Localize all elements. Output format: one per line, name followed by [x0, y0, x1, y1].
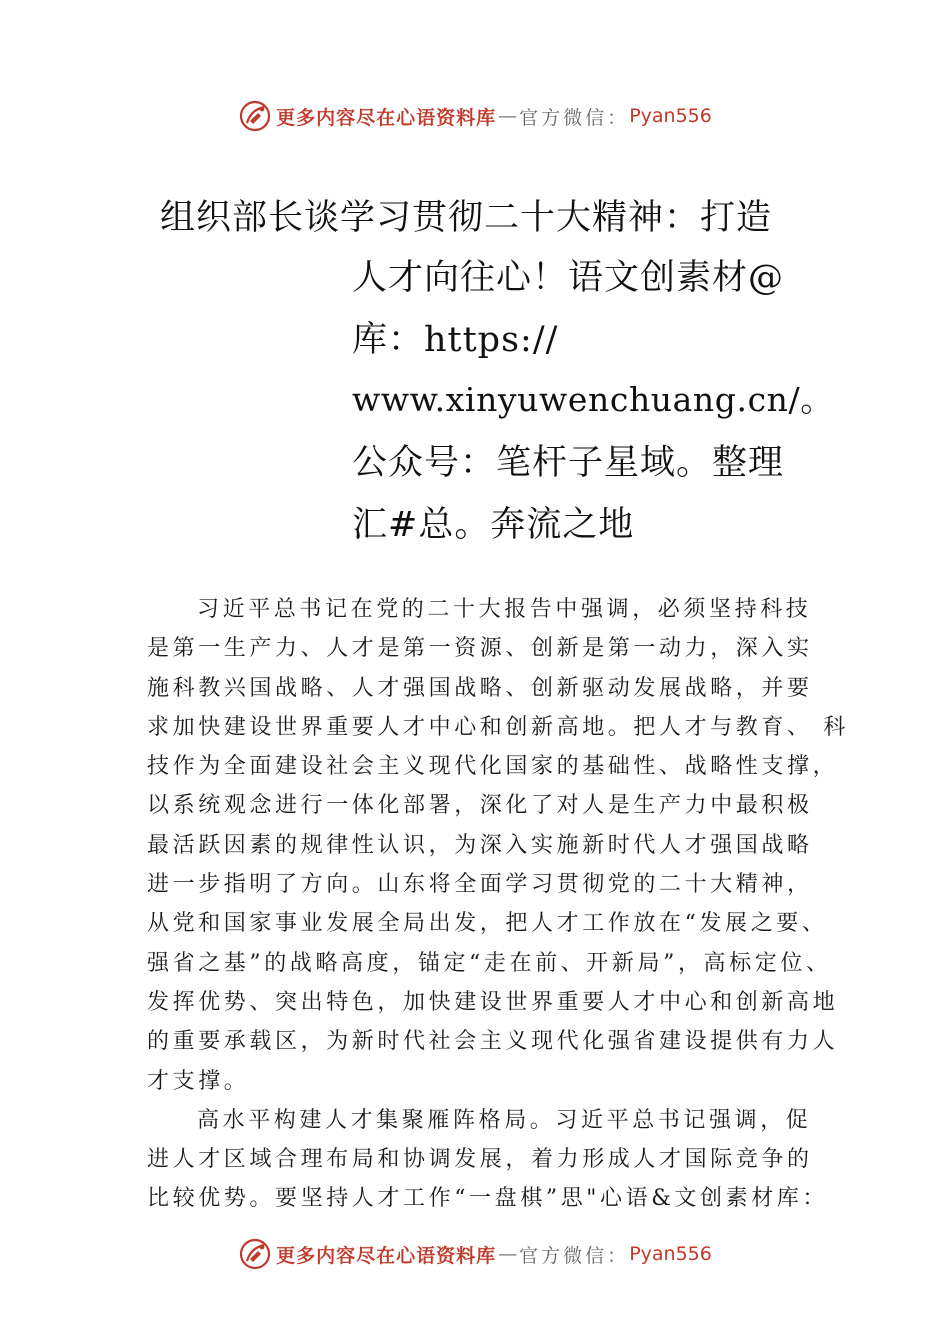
- title-line-4: www.xinyuwenchuang.cn/。: [352, 380, 834, 419]
- body-line: 求加快建设世界重要人才中心和创新高地。把人才与教育、 科: [147, 714, 849, 740]
- body-line: 比较优势。要坚持人才工作“一盘棋”思"心语&文创素材库：: [147, 1186, 828, 1212]
- brand-logo-icon: [238, 1237, 272, 1271]
- wechat-id: Pyan556: [629, 105, 712, 127]
- wechat-id: Pyan556: [629, 1243, 712, 1265]
- brand-name: 更多内容尽在心语资料库: [276, 106, 497, 129]
- document-body: [147, 590, 849, 1219]
- body-line: 以系统观念进行一体化部署，深化了对人是生产力中最积极: [147, 793, 813, 819]
- body-line: 从党和国家事业发展全局出发，把人才工作放在“发展之要、: [147, 911, 828, 937]
- brand-logo-icon: [238, 99, 272, 133]
- body-line: 的重要承载区，为新时代社会主义现代化强省建设提供有力人: [147, 1029, 839, 1055]
- brand-name: 更多内容尽在心语资料库: [276, 1244, 497, 1267]
- body-line: 技作为全面建设社会主义现代化国家的基础性、战略性支撑，: [147, 754, 839, 780]
- header-banner: [0, 96, 950, 136]
- body-line: 进一步指明了方向。山东将全面学习贯彻党的二十大精神，: [147, 872, 813, 898]
- wechat-label: 官方微信：: [519, 106, 630, 129]
- body-line: 是第一生产力、人才是第一资源、创新是第一动力，深入实: [147, 636, 813, 662]
- title-line-5: 公众号：笔杆子星域。整理: [352, 443, 785, 483]
- body-line: 习近平总书记在党的二十大报告中强调，必须坚持科技: [197, 597, 812, 622]
- body-line: 高水平构建人才集聚雁阵格局。习近平总书记强调，促: [197, 1107, 812, 1133]
- title-line-1: 组织部长谈学习贯彻二十大精神：打造: [160, 198, 773, 238]
- wechat-label: 官方微信：: [519, 1244, 630, 1267]
- title-line-3: 库：https://: [352, 320, 559, 360]
- body-line: 施科教兴国战略、人才强国战略、创新驱动发展战略，并要: [147, 675, 813, 701]
- body-line: 发挥优势、突出特色，加快建设世界重要人才中心和创新高地: [147, 989, 839, 1015]
- body-line: 最活跃因素的规律性认识，为深入实施新时代人才强国战略: [147, 832, 813, 858]
- banner-dash: —: [498, 1243, 518, 1265]
- title-line-2: 人才向往心！语文创素材@: [352, 258, 785, 298]
- body-line: 进人才区域合理布局和协调发展，着力形成人才国际竞争的: [147, 1147, 813, 1173]
- footer-banner: [0, 1234, 950, 1274]
- title-line-6: 汇#总。奔流之地: [352, 505, 635, 545]
- body-line: 才支撑。: [147, 1068, 250, 1094]
- body-line: 强省之基”的战略高度，锚定“走在前、开新局”，高标定位、: [147, 950, 832, 976]
- banner-dash: —: [498, 105, 518, 127]
